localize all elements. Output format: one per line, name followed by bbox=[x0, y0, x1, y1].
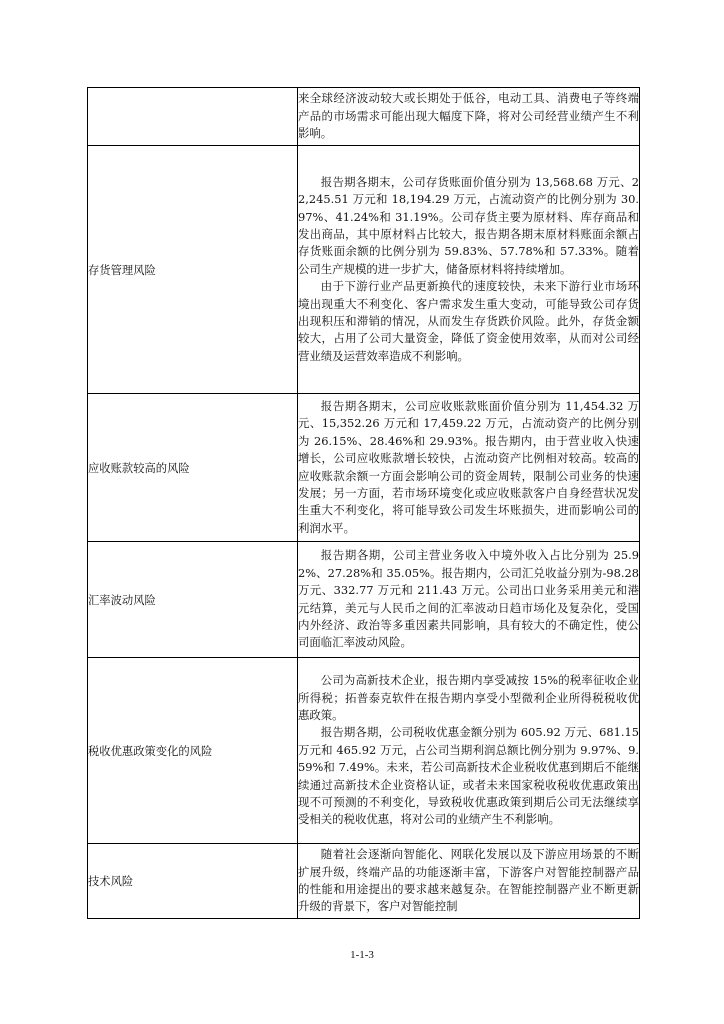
paragraph: 随着社会逐渐向智能化、网联化发展以及下游应用场景的不断扩展升级，终端产品的功能逐渐丰富，下游客户对智能控制器产品的性能和用途提出的要求越来越复杂。在智能控制器产业不断更新升级的背景下，客户对智能控制 bbox=[298, 847, 639, 914]
table-row bbox=[88, 658, 640, 844]
row-content bbox=[298, 146, 640, 394]
paragraph: 由于下游行业产品更新换代的速度较快，未来下游行业市场环境出现重大不利变化、客户需求发生重大变动，可能导致公司存货出现积压和滞销的情况，从而发生存货跌价风险。此外，存货金额较大，占用了公司大量资金，降低了资金使用效率，从而对公司经营业绩及运营效率造成不利影响。 bbox=[298, 279, 639, 363]
table-row bbox=[88, 394, 640, 542]
risk-factors-table bbox=[87, 87, 640, 919]
row-label: 存货管理风险 bbox=[88, 146, 298, 394]
table-row bbox=[88, 844, 640, 919]
paragraph: 报告期各期末，公司应收账款账面价值分别为 11,454.32 万元、15,352.26 万元和 17,459.22 万元，占流动资产的比例分别为 26.15%、28.46%和 29.93%。报告期内，由于营业收入快速增长，公司应收账款增长较快，占流动资产比例相对较高。较高的应收账款余额一方面会影响公司的资金周转，限制公司业务的快速发展；另一方面，若市场环境变化或应收账款客户自身经营状况发生重大不利变化，将可能导致公司发生坏账损失，进而影响公司的利润水平。 bbox=[298, 398, 639, 535]
row-label bbox=[88, 88, 298, 146]
row-content bbox=[298, 658, 640, 844]
table-row bbox=[88, 542, 640, 658]
table-row bbox=[88, 146, 640, 394]
paragraph: 来全球经济波动较大或长期处于低谷，电动工具、消费电子等终端产品的市场需求可能出现大幅度下降，将对公司经营业绩产生不利影响。 bbox=[298, 91, 639, 141]
row-label: 汇率波动风险 bbox=[88, 542, 298, 658]
row-label: 技术风险 bbox=[88, 844, 298, 919]
paragraph: 报告期各期末，公司存货账面价值分别为 13,568.68 万元、22,245.51 万元和 18,194.29 万元，占流动资产的比例分别为 30.97%、41.24%和 31.19%。公司存货主要为原材料、库存商品和发出商品，其中原材料占比较大，报告期各期末原材料账面余额占存货账面余额的比例分别为 59.83%、57.78%和 57.33%。随着公司生产规模的进一步扩大，储备原材料将持续增加。 bbox=[298, 174, 639, 276]
page-number: 1-1-3 bbox=[350, 949, 374, 961]
row-label: 税收优惠政策变化的风险 bbox=[88, 658, 298, 844]
row-content bbox=[298, 88, 640, 146]
paragraph: 公司为高新技术企业，报告期内享受减按 15%的税率征收企业所得税；拓普泰克软件在报告期内享受小型微利企业所得税税收优惠政策。 bbox=[298, 673, 639, 722]
paragraph: 报告期各期，公司税收优惠金额分别为 605.92 万元、681.15 万元和 465.92 万元，占公司当期利润总额比例分别为 9.97%、9.59%和 7.49%。未来，若公司高新技术企业税收优惠到期后不能继续通过高新技术企业资格认证，或者未来国家税收税收优惠政策出现不可预测的不利变化，导致税收优惠政策到期后公司无法继续享受相关的税收优惠，将对公司的业绩产生不利影响。 bbox=[298, 725, 639, 827]
table-row bbox=[88, 88, 640, 146]
row-label: 应收账款较高的风险 bbox=[88, 394, 298, 542]
row-content bbox=[298, 394, 640, 542]
row-content bbox=[298, 542, 640, 658]
row-content bbox=[298, 844, 640, 919]
paragraph: 报告期各期，公司主营业务收入中境外收入占比分别为 25.92%、27.28%和 35.05%。报告期内，公司汇兑收益分别为-98.28 万元、332.77 万元和 211.43 万元。公司出口业务采用美元和港元结算，美元与人民币之间的汇率波动日趋市场化及复杂化，受国内外经济、政治等多重因素共同影响，具有较大的不确定性，使公司面临汇率波动风险。 bbox=[298, 548, 639, 650]
